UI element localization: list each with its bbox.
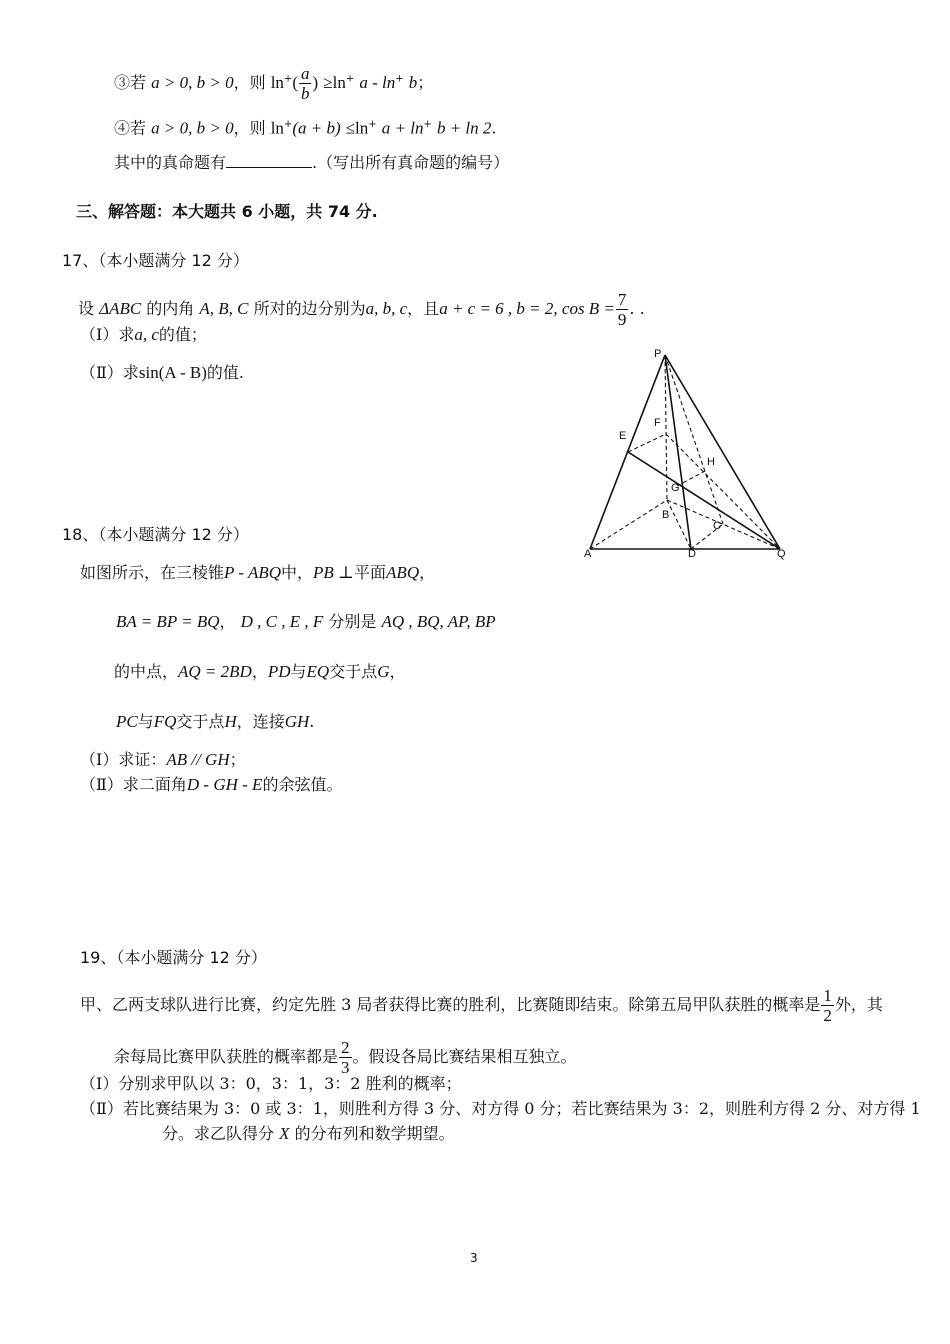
q19-line2: 余每局比赛甲队获胜的概率都是 $\frac{2}{3}$ 。假设各局比赛结果相互独立。 xyxy=(114,1038,577,1077)
true-statements-prompt: 其中的真命题有 .（写出所有真命题的编号） xyxy=(114,153,510,172)
edge-PA xyxy=(590,355,665,549)
q18-label: 18、（本小题满分 12 分） xyxy=(62,525,249,544)
q19-part2-line2: 分。求乙队得分 X 的分布列和数学期望。 xyxy=(162,1124,455,1143)
edge-AB xyxy=(590,500,670,549)
q18-line4: PC与FQ交于点H，连接GH. xyxy=(116,712,315,731)
q18-part1: （Ⅰ）求证：AB // GH； xyxy=(80,750,246,769)
q18-line1: 如图所示，在三棱锥P - ABQ中，PB ⊥平面ABQ， xyxy=(80,563,436,582)
label-B: B xyxy=(662,509,670,521)
q17-part1: （Ⅰ）求a, c的值； xyxy=(80,325,207,344)
q19-part2-line1: （Ⅱ）若比赛结果为 3：0 或 3：1，则胜利方得 3 分、对方得 0 分；若比赛结果为 3：2，则胜利方得 2 分、对方得 1 xyxy=(80,1099,921,1118)
q19-label: 19、（本小题满分 12 分） xyxy=(80,948,267,967)
q17-stem: 设 ΔABC 的内角 A, B, C 所对的边分别为a, b, c，且a + c = 6 , b = 2, cos B = $\frac{7}{9}$ . . xyxy=(78,290,645,329)
label-P: P xyxy=(654,348,662,360)
section-heading: 三、解答题：本大题共 6 小题，共 74 分. xyxy=(76,202,378,221)
q19-line1: 甲、乙两支球队进行比赛，约定先胜 3 局者获得比赛的胜利，比赛随即结束。除第五局甲队获胜的概率是 $\frac{1}{2}$ 外，其 xyxy=(80,986,883,1025)
q18-line2: BA = BP = BQ， D , C , E , F 分别是 AQ , BQ, AP, BP xyxy=(116,612,496,631)
fraction-2-3: $\frac{2}{3}$ xyxy=(341,1038,350,1077)
edge-PQ xyxy=(665,355,780,549)
q17-part2: （Ⅱ）求sin(A - B)的值. xyxy=(80,363,244,382)
edge-EQ xyxy=(628,452,780,549)
q19-part1: （Ⅰ）分别求甲队以 3：0，3：1，3：2 胜利的概率； xyxy=(80,1074,462,1093)
answer-blank xyxy=(226,151,312,168)
edge-BQ xyxy=(667,500,780,549)
fraction-7-9: $\frac{7}{9}$ xyxy=(617,290,627,329)
statement-3: ③若 a > 0, b > 0，则 ln+( $\frac{a}{b}$ ) ≥ln+ a - ln+ b； xyxy=(114,64,434,103)
label-H: H xyxy=(707,456,715,468)
edge-PB xyxy=(665,355,667,500)
label-G: G xyxy=(671,482,680,494)
q18-part2: （Ⅱ）求二面角D - GH - E的余弦值。 xyxy=(80,775,343,794)
label-E: E xyxy=(619,430,627,442)
label-C: C xyxy=(713,520,721,532)
label-Q: Q xyxy=(777,548,786,560)
fraction-a-over-b: $\frac{a}{b}$ xyxy=(300,64,310,103)
q18-line3: 的中点，AQ = 2BD，PD与EQ交于点G， xyxy=(114,662,406,681)
label-A: A xyxy=(584,548,592,560)
q17-label: 17、（本小题满分 12 分） xyxy=(62,251,249,270)
statement-4: ④若 a > 0, b > 0，则 ln+(a + b) ≤ln+ a + ln+ b + ln 2. xyxy=(114,118,497,138)
page-number: 3 xyxy=(470,1251,478,1265)
label-D: D xyxy=(688,548,696,560)
pyramid-figure xyxy=(578,343,798,563)
fraction-1-2: $\frac{1}{2}$ xyxy=(823,986,832,1025)
label-F: F xyxy=(654,417,661,429)
